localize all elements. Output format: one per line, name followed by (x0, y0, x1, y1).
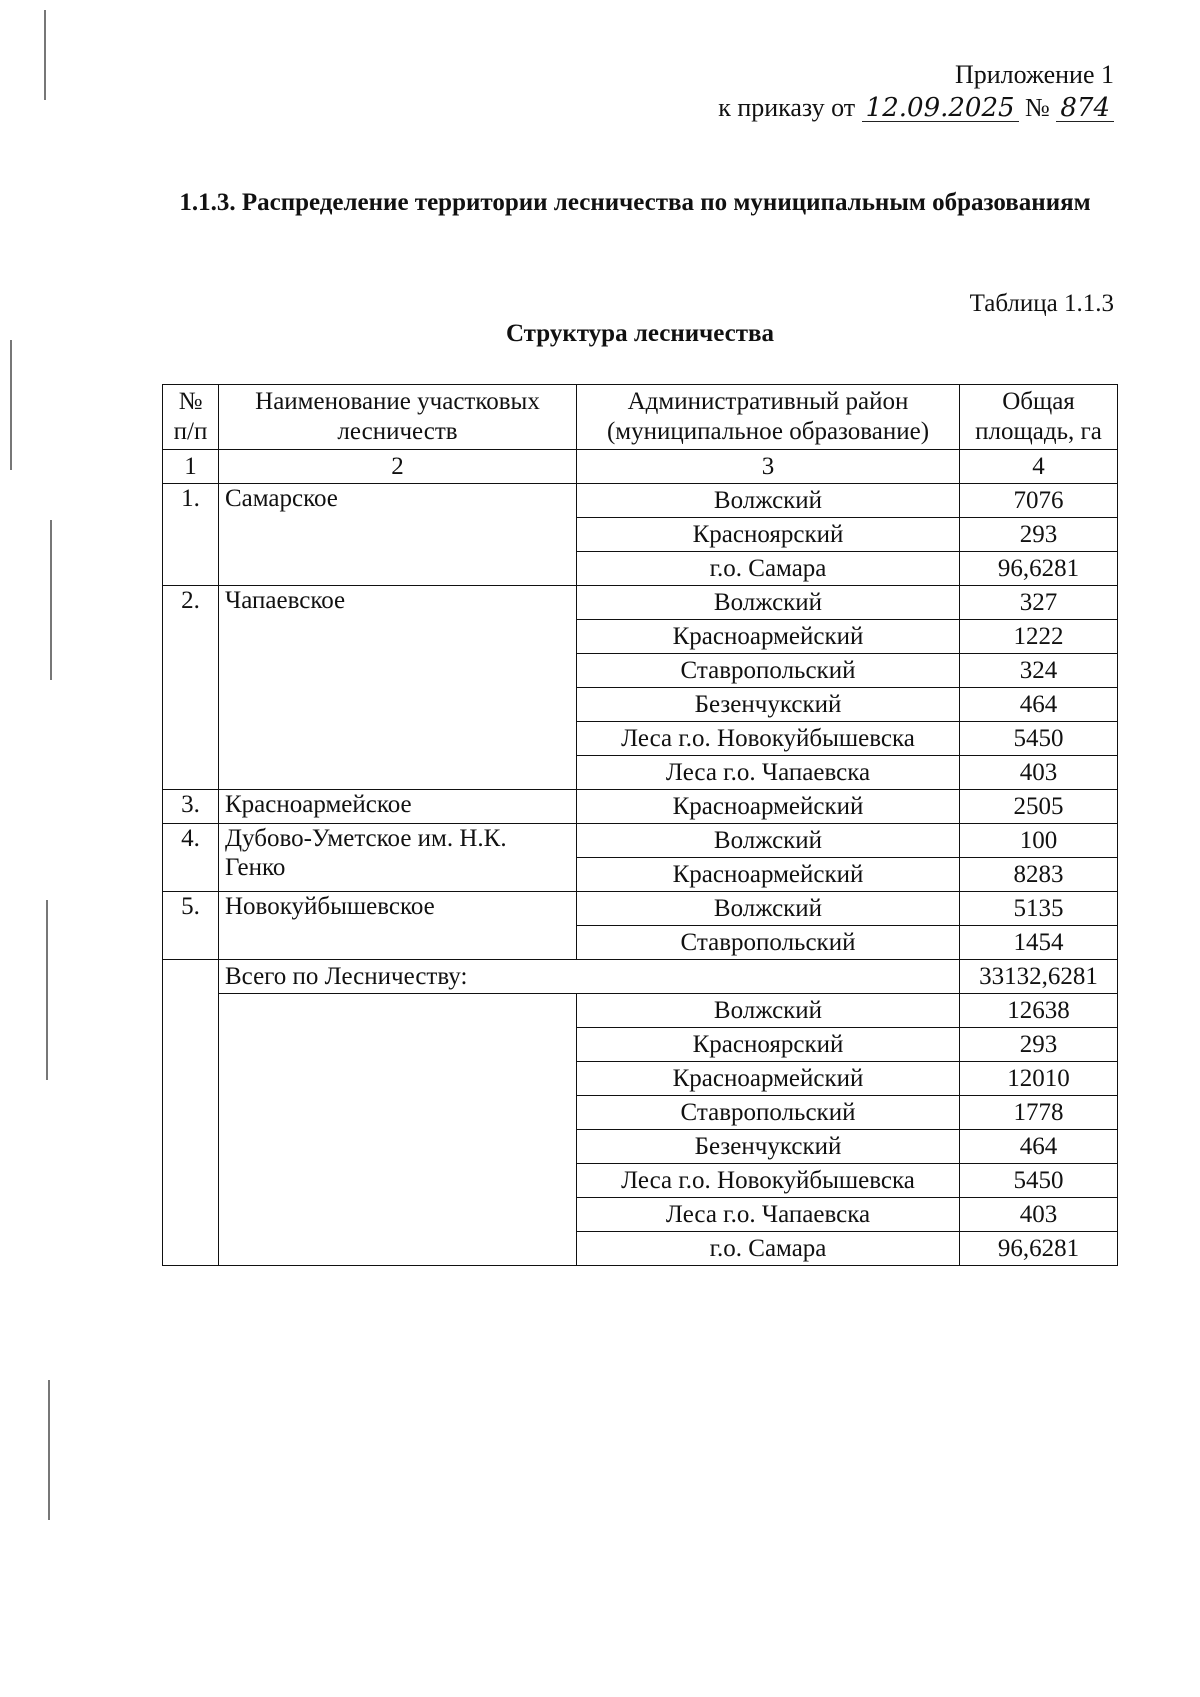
total-row (163, 960, 1118, 994)
area-cell: 7076 (960, 484, 1118, 518)
district-cell: Безенчукский (577, 1130, 960, 1164)
area-cell: 403 (960, 1198, 1118, 1232)
appendix-title: Приложение 1 (954, 60, 1114, 89)
area-cell: 324 (960, 654, 1118, 688)
area-cell: 293 (960, 1028, 1118, 1062)
total-empty-name-cell (219, 994, 577, 1266)
table-row (163, 484, 1118, 518)
district-cell: Красноармейский (577, 620, 960, 654)
district-cell: Красноармейский (577, 858, 960, 892)
header-district: Административный район (муниципальное образование) (577, 385, 960, 450)
order-date: 12.09.2025 (862, 95, 1019, 122)
row-number: 2. (163, 586, 219, 790)
district-cell: г.о. Самара (577, 552, 960, 586)
col-number-1: 1 (163, 450, 219, 484)
forestry-structure-table (162, 384, 1118, 1266)
forestry-name: Красноармейское (219, 790, 577, 824)
district-cell: Красноармейский (577, 1062, 960, 1096)
row-number: 3. (163, 790, 219, 824)
total-breakdown-row (163, 994, 1118, 1028)
forestry-name: Самарское (219, 484, 577, 586)
area-cell: 5450 (960, 722, 1118, 756)
district-cell: Леса г.о. Чапаевска (577, 1198, 960, 1232)
order-prefix: к приказу от (718, 93, 856, 122)
header-area: Общая площадь, га (960, 385, 1118, 450)
district-cell: Безенчукский (577, 688, 960, 722)
area-cell: 12010 (960, 1062, 1118, 1096)
table-body (163, 484, 1118, 1266)
district-cell: Ставропольский (577, 1096, 960, 1130)
total-label: Всего по Лесничеству: (219, 960, 960, 994)
area-cell: 96,6281 (960, 552, 1118, 586)
area-cell: 293 (960, 518, 1118, 552)
district-cell: Красноярский (577, 518, 960, 552)
table-subtitle: Структура лесничества (505, 320, 775, 347)
district-cell: Леса г.о. Новокуйбышевска (577, 1164, 960, 1198)
area-cell: 403 (960, 756, 1118, 790)
table-row (163, 790, 1118, 824)
district-cell: Волжский (577, 892, 960, 926)
area-cell: 5135 (960, 892, 1118, 926)
row-number: 5. (163, 892, 219, 960)
table-label: Таблица 1.1.3 (969, 290, 1114, 317)
district-cell: Волжский (577, 824, 960, 858)
order-reference (514, 91, 1114, 124)
area-cell: 2505 (960, 790, 1118, 824)
forestry-name: Дубово-Уметское им. Н.К. Генко (219, 824, 577, 892)
forestry-name: Чапаевское (219, 586, 577, 790)
total-number-cell (163, 960, 219, 1266)
col-number-3: 3 (577, 450, 960, 484)
forestry-name: Новокуйбышевское (219, 892, 577, 960)
col-number-2: 2 (219, 450, 577, 484)
order-number: 874 (1056, 95, 1114, 122)
district-cell: Леса г.о. Новокуйбышевска (577, 722, 960, 756)
area-cell: 1222 (960, 620, 1118, 654)
total-area: 33132,6281 (960, 960, 1118, 994)
section-title: 1.1.3. Распределение территории лесничества по муниципальным образованиям (179, 189, 1091, 216)
area-cell: 8283 (960, 858, 1118, 892)
table-row (163, 586, 1118, 620)
district-cell: г.о. Самара (577, 1232, 960, 1266)
district-cell: Волжский (577, 994, 960, 1028)
numbering-row (163, 450, 1118, 484)
district-cell: Ставропольский (577, 654, 960, 688)
district-cell: Ставропольский (577, 926, 960, 960)
header-forestry-name: Наименование участковых лесничеств (219, 385, 577, 450)
appendix-header (514, 58, 1114, 124)
area-cell: 96,6281 (960, 1232, 1118, 1266)
row-number: 4. (163, 824, 219, 892)
area-cell: 327 (960, 586, 1118, 620)
header-row (163, 385, 1118, 450)
area-cell: 100 (960, 824, 1118, 858)
area-cell: 464 (960, 1130, 1118, 1164)
area-cell: 1778 (960, 1096, 1118, 1130)
col-number-4: 4 (960, 450, 1118, 484)
row-number: 1. (163, 484, 219, 586)
header-number: № п/п (163, 385, 219, 450)
area-cell: 464 (960, 688, 1118, 722)
table-row (163, 824, 1118, 858)
district-cell: Волжский (577, 484, 960, 518)
area-cell: 5450 (960, 1164, 1118, 1198)
district-cell: Волжский (577, 586, 960, 620)
district-cell: Леса г.о. Чапаевска (577, 756, 960, 790)
area-cell: 12638 (960, 994, 1118, 1028)
number-sign: № (1025, 93, 1050, 122)
table-row (163, 892, 1118, 926)
area-cell: 1454 (960, 926, 1118, 960)
district-cell: Красноярский (577, 1028, 960, 1062)
district-cell: Красноармейский (577, 790, 960, 824)
